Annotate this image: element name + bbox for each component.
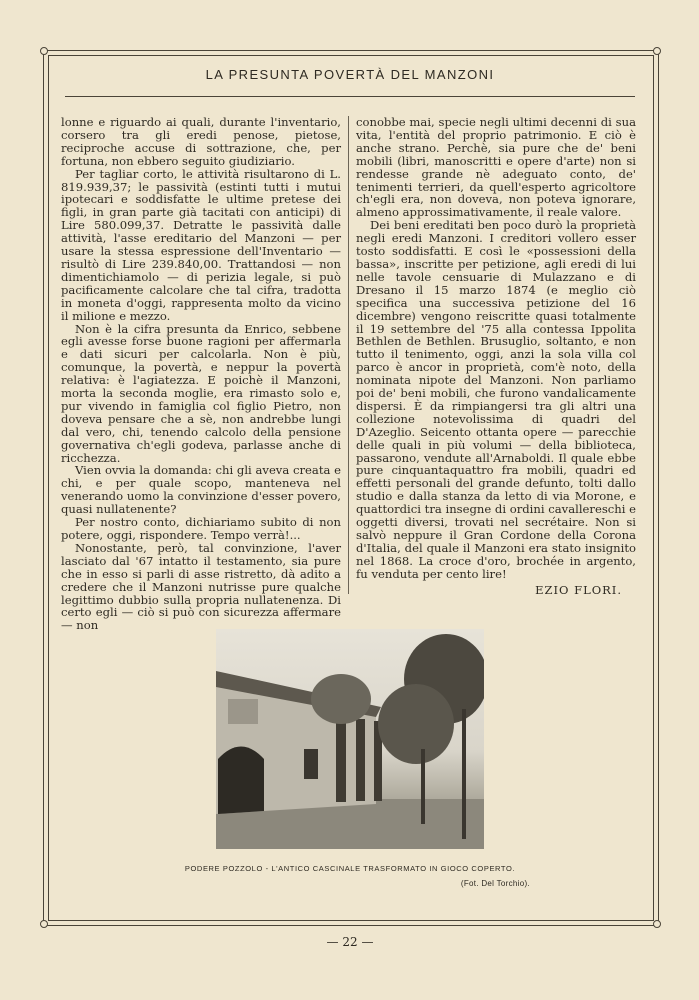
frame-corner-ornament xyxy=(40,920,48,928)
paragraph: conobbe mai, specie negli ultimi decenni di sua vita, l'entità del proprio patrimonio. E ciò è anche strano. Perchè, sia pure che de' beni mobili (libri, manoscritti e opere d'arte) non si rendesse grande nè adeguato conto, de' tenimenti terrieri, da quell'esperto agricoltore ch'egli era, non doveva, non poteva ignorare, almeno approssimativamente, il reale valore. xyxy=(356,115,636,220)
farmhouse-photo xyxy=(216,629,484,849)
frame-corner-ornament xyxy=(40,47,48,55)
farmhouse-illustration xyxy=(216,629,484,849)
photo-credit: (Fot. Del Torchio). xyxy=(460,879,530,888)
paragraph: Dei beni ereditati ben poco durò la proprietà negli eredi Manzoni. I creditori vollero esser tosto soddisfatti. E così le «possessioni della bassa», inscritte per petizione, agli eredi di lui nelle tavole censuarie di Mulazzano e di Dresano il 15 marzo 1874 (e meglio ciò specifica una successiva petizione del 16 dicembre) vengono reiscritte quasi totalmente il 19 settembre del '75 alla contessa Ippolita Bethlen de Bethlen. Brusuglio, soltanto, e non tutto il tenimento, oggi, anzi la sola villa col parco è ancor in proprietà, com'è noto, della nominata nipote del Manzoni. Non parliamo poi de' beni mobili, che furono vandalicamente dispersi. È da rimpiangersi tra gli altri una collezione notevolissima di quadri del D'Azeglio. Seicento ottanta opere — parecchie delle quali in più volumi — della biblioteca, passarono, vendute all'Arnaboldi. Il quale ebbe pure cinquantaquattro fra mobili, quadri ed effetti personali del grande defunto, tolti dallo studio e dalla stanza da letto di via Morone, e quattordici tra insegne di ordini cavallereschi e oggetti diversi, trovati nel secrétaire. Non si salvò neppure il Gran Cordone della Corona d'Italia, del quale il Manzoni era stato insignito nel 1868. La croce d'oro, brochée in argento, fu venduta per cento lire! xyxy=(356,218,636,581)
page-number: — 22 — xyxy=(326,935,374,949)
paragraph: Per nostro conto, dichiariamo subito di non potere, oggi, rispondere. Tempo verrà!... xyxy=(61,515,341,542)
article-left-column xyxy=(61,116,341,632)
page-title: LA PRESUNTA POVERTÀ DEL MANZONI xyxy=(205,67,495,82)
photo-caption: PODERE POZZOLO - L'ANTICO CASCINALE TRASFORMATO IN GIOCO COPERTO. xyxy=(184,864,516,873)
paragraph: Per tagliar corto, le attività risultarono di L. 819.939,37; le passività (estinti tutti i mutui ipotecari e soddisfatte le ultime pretese dei figli, in gran parte già tacitati con anticipi) di Lire 580.099,37. Detratte le passività dalle attività, l'asse ereditario del Manzoni — per usare la stessa espressione dell'Inventario — risultò di Lire 239.840,00. Trattandosi — non dimentichiamolo — di perizia legale, si può pacificamente calcolare che tal cifra, tradotta in moneta d'oggi, rappresenta molto da vicino il milione e mezzo. xyxy=(61,166,341,323)
column-divider xyxy=(348,116,349,594)
author-signature: EZIO FLORI. xyxy=(535,583,622,597)
frame-corner-ornament xyxy=(653,920,661,928)
title-rule xyxy=(65,96,635,97)
paragraph: Vien ovvia la domanda: chi gli aveva creata e chi, e per quale scopo, manteneva nel venerando uomo la convinzione d'esser povero, quasi nullatenente? xyxy=(61,463,341,517)
paragraph: Nonostante, però, tal convinzione, l'aver lasciato dal '67 intatto il testamento, sia pure che in esso si parli di asse ristretto, dà adito a credere che il Manzoni nutrisse pure qualche legittimo dubbio sulla propria nullatenenza. Di certo egli — ciò si può con sicurezza affermare — non xyxy=(61,540,341,633)
paragraph: lonne e riguardo ai quali, durante l'inventario, corsero tra gli eredi penose, pietose, reciproche accuse di sottrazione, che, per fortuna, non ebbero seguito giudiziario. xyxy=(61,115,341,168)
article-right-column xyxy=(356,116,636,581)
frame-corner-ornament xyxy=(653,47,661,55)
paragraph: Non è la cifra presunta da Enrico, sebbene egli avesse forse buone ragioni per affermarla e dati sicuri per calcolarla. Non è più, comunque, la povertà, e neppur la povertà relativa: è l'agiatezza. E poichè il Manzoni, morta la seconda moglie, era rimasto solo e, pur vivendo in famiglia col figlio Pietro, non doveva pensare che a sè, non andrebbe lungi dal vero, chi, tenendo calcolo della pensione governativa ch'egli godeva, parlasse anche di ricchezza. xyxy=(61,321,341,465)
